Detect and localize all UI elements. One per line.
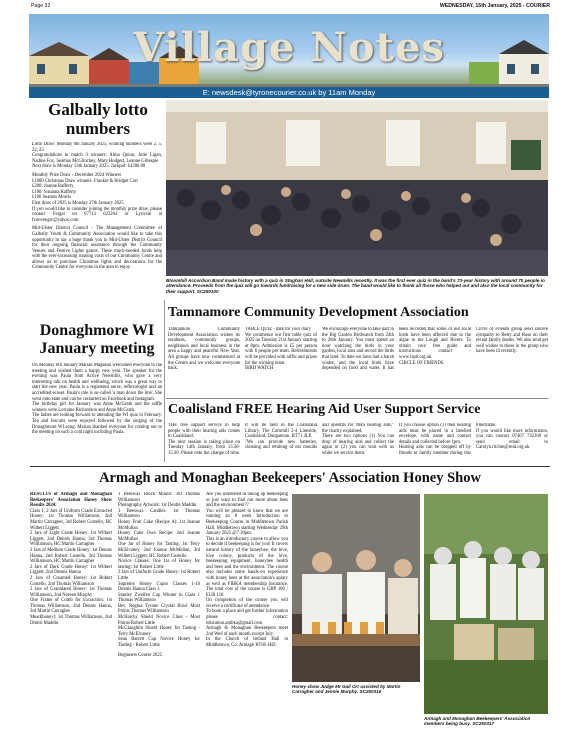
result-item: 2 Jars of Medium Grade Honey: 1st Dennis Hanna, 2nd Robert Costello, 3rd Thomas Williamson, HC Martin Carragher: [30, 547, 112, 565]
result-item: Stanley Zweifen Cup Winner in Class 1 Thomas Williamson: [118, 592, 200, 604]
result-item: Bev. Regina Tyrone Crystal Bowl Most Points Thomas Williamson: [118, 603, 200, 615]
result-item: Honey Fruit Cake (Recipe A): 1st Joanne McMullan: [118, 519, 200, 531]
tamnamore-para: We commence our first table quiz of 2025 on Tuesday 21st January starting at 8pm. Admission is £5 per person with 6 people per team. Refreshments will be provided with raffle and prizes for the winning team.: [245, 332, 318, 366]
section-rule: [166, 398, 548, 399]
coalisland-para: There are two options (1) You can drop of hearing aids and collect the again or (2) you can wait with us while we service them.: [322, 434, 394, 456]
course-subhead: Beginners Course 2025: [118, 652, 163, 658]
coalisland-para: THE free support service to help people with their hearing aids comes to Coalisland.: [168, 423, 240, 440]
tamnamore-headline: Tamnamore Community Development Association: [168, 305, 469, 320]
galbally-para: £100 Seamus Morris: [32, 195, 72, 201]
tamnamore-para: CIRCLE OF FRIENDS: [399, 360, 444, 366]
coalisland-para: If you would like more information, you can contact 07407 732106 or send email to Carolyn.ritchie@rnid.org.uk.: [476, 428, 548, 451]
village-notes-banner: [29, 14, 549, 98]
galbally-para: Congratulations to match 3 winners: Alma Quinn, Jolie Ligan, Nadine Fox, Seamus McGlinchey, Mary Hodgett, Leanne Gillespie: [32, 153, 162, 164]
results-title: RESULTS of Armagh and Monaghan Beekeepers' Association Honey Show Results 2024:: [30, 492, 112, 509]
course-para: You will be pleased to know that we are running an 8 week Introduction to Beekeeping Course in Middletown Parish Hall, Middletown starting Wednesday 29th January 2025 @7.30pm.: [206, 508, 288, 537]
result-item: Photography Artwork: 1st Deidre Maddin: [118, 503, 197, 509]
galbally-para: £1000 Christmas Draw winners: Frankie & Bridget Corr: [32, 178, 139, 184]
coalisland-para: "We can provide new batteries, cleaning and retubing of ear moulds and openfits for NHS hearing aids," the charity explained.: [245, 423, 394, 451]
result-item: Novice Classes: One Jar of Honey for tasting: 1st Robert Little: [118, 559, 200, 570]
galbally-article: [32, 142, 162, 315]
beekeepers-headline: Armagh and Monaghan Beekeepers' Association Honey Show: [99, 470, 481, 486]
result-item: Mead(honey): 1st Thomas Williamson, 2nd Dmitri Maddin: [30, 615, 112, 626]
tamnamore-para: TABLE QUIZ - date for your diary: [245, 327, 312, 332]
result-item: McGlaughlin Shield Honey for Tasting - Terry McElvaney: [118, 626, 200, 637]
galbally-para: Mid-Ulster District Council - The Management Committee of Galbally Youth & Community Association would like to take this opportunity to say a huge thank you to Mid-Ulster District Council for their ongoing financial assistance through the Community Venues and Festive Lights grants. These much-needed funds help with the ever-increasing running costs of our Community Centre and allows us to purchase Christmas lights and decorations for the Community Centre for everyone in the area to enjoy.: [32, 226, 162, 271]
galbally-para: Lotto Draw: Monday 6th January 2025; winning numbers were 2, 5, 22, 23: [32, 142, 162, 153]
result-item: Honey Cake Own Recipe: 2nd Joanne McMullan: [118, 531, 200, 542]
coalisland-para: The next session is taking place on Tuesday 14th January, from 13.30-15.30. Please note the change of time. It will be held in the Coalisland Library, The Cornmill 2-4 Lineside, Coalisland, Dungannon. BT71 4LP.: [168, 423, 317, 456]
donaghmore-para: On Monday 6th January Marian Mageean welcomed everyone to the meeting and wished them a happy new year. The speaker for the evening was Paula from Active Newmills, who gave a very interesting talk on health and wellbeing, which was a great way to start the new year. Paula is a registered nurse, reflexologist and an accredited ecoset. Paula's role is so-called 'a man down the line'. She went onto state and can be contacted on Facebook and Instagram.: [32, 363, 162, 402]
result-item: 2 Jars of Granulated Honey: 1st Thomas Williamson, 2nd Noreen Murphy: [30, 587, 112, 598]
donaghmore-para: The ladies are looking forward to attending the WI quiz in February. Tea and biscuits were enjoyed followed by the singing of the Donaghmore WI song. Marian thanked everyone for coming out to the meeting on such a cold night including Paula.: [32, 413, 162, 436]
galbally-para: First draw of 2025 is Monday 27th January 2025: [32, 200, 124, 206]
quiz-photo-image: [166, 100, 548, 276]
coalisland-para: If you choose option (1) then hearing aids must be placed in a labelled envelope, with name and contact details and collected before 1pm.: [399, 423, 471, 445]
beekeepers-photo-caption: Armagh and Monaghan Beekeepers' Association members being busy. SC250317: [424, 716, 531, 727]
quiz-photo: [166, 100, 548, 276]
coalisland-article: [168, 423, 548, 463]
result-item: Supreme Honey Cupio Classes 1-10 Dennis Hanna Class 3: [118, 581, 200, 593]
issue-date: WEDNESDAY, 15th January, 2025 - COURIER: [439, 3, 550, 9]
course-para: Armagh & Monaghan Beekeepers meet 2nd Wed of each month except July.: [206, 626, 288, 637]
beekeepers-results-col1: [30, 492, 112, 732]
tamnamore-para: Circle of Friends group send sincere sympathy to Betty and Rose on their recent family deaths. We also send get well wishes to those in the group who have been ill recently.: [476, 327, 548, 355]
beekeepers-photo-image: [424, 494, 548, 714]
beekeepers-photo: [424, 494, 548, 714]
galbally-para: £100: Susanna Rafferty: [32, 189, 77, 195]
course-para: This is an introductory course to allow you to decide if beekeeping is for you! It covers natural history of the honeybee, the hive, hive colony, products of the hive, beekeeping equipment, honeybee health and bees and the environment. The course also includes some hands-on experience with honey bees at the association's apiary as well as FIBKA membership insurance. The total cost of the course is GBP 100 / EUR 110.: [206, 536, 288, 598]
course-para: To book a place and get further information please contact: education.ambka@gmail.com: [206, 609, 288, 626]
page-header: [0, 0, 580, 12]
tamnamore-article: [168, 327, 548, 395]
galbally-headline: Galbally lotto numbers: [48, 100, 148, 138]
beekeepers-course-col: [206, 492, 288, 732]
result-item: 2 Jars of Creamed Honey: 1st Robert Costello, 2nd Thomas Williamson: [30, 575, 112, 587]
quiz-photo-caption: Bloomhill Accordion Band made history with a quiz in Stughan Hall, outside Newmills recently. It was the first ever quiz in the band's 73-year history with around 70 people in attendance. Proceeds from the quiz will go towards fundraising for a new side drum. The band would like to thank all those who helped out and also the local community for their support. SC250320: [166, 278, 545, 294]
section-rule: [30, 466, 550, 467]
column-divider: [164, 300, 165, 462]
course-para: Are you interested in taking up beekeeping or just want to find out more about bees and the environment??: [206, 492, 288, 509]
judge-photo-image: [292, 494, 420, 682]
result-item: Sean Barrett Cup Novice Honey for Tasting - Robert Little: [118, 637, 200, 649]
result-item: One Jar of Honey for Tasting: 1st Terry McElvaney, 2nd Joanne McMullan, 3rd Wilbert Liggett, HC Robert Costello: [118, 542, 200, 559]
tamnamore-para: Tamnamore Community Development Association wishes its residents, community groups, neighbours and local business in the area a happy and peaceful New Year. All groups have now commenced at the Centre and we welcome everyone back.: [168, 327, 240, 372]
result-item: McHaichy Shield Novice Class - Most Points Robert Little: [118, 615, 200, 626]
page-number: Page 32: [31, 3, 51, 9]
judge-photo-caption: Honey show Judge Mr Gail Orr assisted by Martin Carragher and Jennie Murphy. SC250316: [292, 684, 401, 695]
coalisland-para: Hearing aids can be dropped off by friends or family member during this timeframe.: [399, 423, 497, 456]
course-para: In the Church of Ireland Hall in Middletown, Co. Armagh BT60 4HZ.: [206, 637, 288, 649]
beekeepers-results-col2: [118, 492, 200, 732]
donaghmore-headline: Donaghmore WI January meeting: [39, 322, 155, 357]
donaghmore-article: [32, 363, 162, 459]
result-item: 2 Jars of Dark Grade Honey: 1st Wilbert Liggett, 2nd Dennis Hanna: [30, 564, 112, 576]
tamnamore-para: BIRD WATCH: [245, 366, 274, 372]
judge-photo: [292, 494, 420, 682]
tamnamore-para: We encourage everyone to take part in the Big Garden Birdwatch from 24th to 26th January. You must spend an hour watching the birds in your garden, local area and record the birds that land. To date we have had a harsh winter, and the local birds have depended on food and water. It has been recorded that some of our local birds have been affected due to the algae in the Lough and Rivers. To obtain your free guide and instructions contact - www.rspb.org.uk: [322, 327, 471, 372]
donaghmore-para: The birthday girl for January was Anne McGrath and the raffle winners were Lorraine Richardson and Anne McGrath.: [32, 402, 162, 413]
coalisland-headline: Coalisland FREE Hearing Aid User Support Service: [168, 402, 481, 417]
banner-email: E: newsdesk@tyronecourier.co.uk by 11am Monday: [29, 87, 549, 98]
result-item: Class 1, 2 Jars of Uniform Grade Extracted Honey: 1st Thomas Williamson, 2nd Martin Carragher, 3rd Robert Costello, HC Wilbert Liggett: [30, 508, 112, 531]
course-para: On completion of the course you will receive a certificate of attendance.: [206, 598, 288, 609]
banner-title: Village Notes: [133, 24, 445, 71]
result-item: 2 Jars of Light Grade Honey: 1st Wilbert Liggett, 2nd Dennis Hanna, 3rd Thomas Williamson, HC Martin Carragher: [30, 531, 112, 548]
result-item: 3 Beeswax Candles: 1st Thomas Williamson: [118, 508, 200, 520]
galbally-para: Monthly Prize Draw - December 2024 Winners: [32, 172, 122, 178]
galbally-para: £200: Joanne Rafferty: [32, 184, 74, 190]
result-item: 1 Beeswax Block Mould: 3rd Thomas Williamson: [118, 492, 200, 503]
result-item: One Frame of Comb for Extraction: 1st Thomas Williamson, 2nd Dennis Hanna, 3rd Martin Carragher: [30, 598, 112, 615]
galbally-para: If you would like to consider joining the monthly prize draw, please contact Fergal on 07713 623264 or Lyricsin at fvonvengrc@yahoo.com: [32, 206, 162, 223]
galbally-para: Next draw is Monday 13th January 2025. Jackpot: £4300.00: [32, 164, 146, 170]
result-item: 2 Jars of Uniform Grade Honey: 1st Robert Little: [118, 570, 200, 581]
